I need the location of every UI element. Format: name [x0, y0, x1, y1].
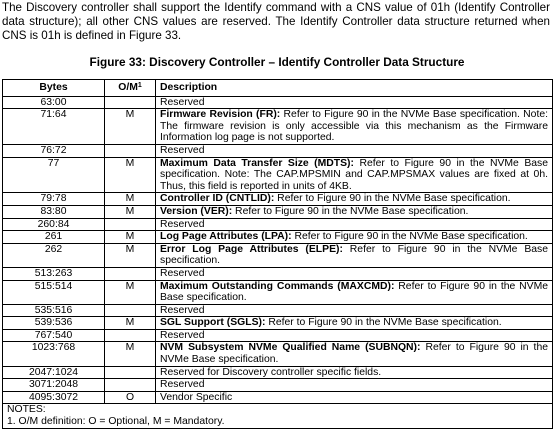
field-name: Maximum Outstanding Commands (MAXCMD):	[160, 280, 395, 292]
table-row	[3, 231, 553, 244]
cell-description	[156, 317, 553, 330]
table-row	[3, 243, 553, 267]
cell-om	[105, 304, 156, 317]
cell-om	[105, 96, 156, 109]
cell-bytes: 79:78	[3, 193, 105, 206]
cell-bytes: 262	[3, 243, 105, 267]
cell-description	[156, 379, 553, 392]
cell-description	[156, 144, 553, 157]
field-text: Reserved	[160, 96, 205, 108]
cell-om	[105, 366, 156, 379]
field-text: Refer to Figure 90 in the NVMe Base specification.	[160, 342, 549, 366]
cell-om: M	[105, 243, 156, 267]
header-description: Description	[156, 80, 553, 97]
cell-bytes: 1023:768	[3, 342, 105, 366]
table-header-row	[3, 80, 553, 97]
table-row	[3, 96, 553, 109]
cell-om: O	[105, 391, 156, 404]
field-name: Log Page Attributes (LPA):	[160, 231, 292, 243]
cell-bytes: 513:263	[3, 267, 105, 280]
intro-paragraph: The Discovery controller shall support the Identify command with a CNS value of 01h (Identify Controller data structure); all other CNS values are reserved. The Identify Controller data structure returned when CNS is 01h is defined in Figure 33.	[2, 1, 550, 42]
notes-title: NOTES:	[7, 404, 46, 416]
cell-description	[156, 96, 553, 109]
cell-om: M	[105, 280, 156, 304]
field-text: Reserved	[160, 379, 205, 391]
field-name: Controller ID (CNTLID):	[160, 193, 275, 205]
field-text: Reserved	[160, 267, 205, 279]
cell-bytes: 83:80	[3, 205, 105, 218]
table-row	[3, 304, 553, 317]
field-name: NVM Subsystem NVMe Qualified Name (SUBNQN):	[160, 342, 421, 354]
field-text: Refer to Figure 90 in the NVMe Base specification. Note: The CAP.MPSMIN and CAP.MPSMAX values are fixed at 0h. Thus, this field is reported in units of 4KB.	[160, 157, 548, 192]
header-bytes: Bytes	[3, 80, 105, 97]
cell-description	[156, 267, 553, 280]
table-body	[3, 96, 553, 428]
note-item: 1. O/M definition: O = Optional, M = Mandatory.	[7, 416, 225, 428]
table-row	[3, 366, 553, 379]
field-text: Reserved	[160, 329, 205, 341]
identify-controller-table	[2, 79, 553, 429]
cell-bytes: 261	[3, 231, 105, 244]
table-row	[3, 329, 553, 342]
cell-bytes: 260:84	[3, 218, 105, 231]
cell-bytes: 4095:3072	[3, 391, 105, 404]
cell-bytes: 76:72	[3, 144, 105, 157]
cell-description	[156, 231, 553, 244]
field-text: Refer to Figure 90 in the NVMe Base specification.	[274, 193, 511, 205]
field-text: Refer to Figure 90 in the NVMe Base specification.	[160, 280, 548, 304]
cell-description	[156, 218, 553, 231]
field-name: Maximum Data Transfer Size (MDTS):	[160, 157, 354, 169]
field-name: Firmware Revision (FR):	[160, 109, 281, 121]
table-row	[3, 144, 553, 157]
cell-bytes: 71:64	[3, 109, 105, 145]
table-row	[3, 280, 553, 304]
cell-om	[105, 144, 156, 157]
field-text: Refer to Figure 90 in the NVMe Base specification.	[291, 231, 528, 243]
cell-description	[156, 304, 553, 317]
cell-bytes: 767:540	[3, 329, 105, 342]
table-row	[3, 193, 553, 206]
table-row	[3, 109, 553, 145]
cell-om	[105, 329, 156, 342]
field-text: Refer to Figure 90 in the NVMe Base specification.	[160, 243, 549, 267]
field-text: Refer to Figure 90 in the NVMe Base specification. Note: The firmware revision is only accessible via this mechanism as the Firmware Information log page is not supported.	[160, 109, 549, 144]
cell-description	[156, 157, 553, 193]
table-row	[3, 205, 553, 218]
cell-bytes: 3071:2048	[3, 379, 105, 392]
cell-om	[105, 267, 156, 280]
table-row	[3, 342, 553, 366]
cell-bytes: 535:516	[3, 304, 105, 317]
table-row	[3, 218, 553, 231]
cell-description	[156, 280, 553, 304]
cell-bytes: 2047:1024	[3, 366, 105, 379]
cell-om: M	[105, 193, 156, 206]
notes-row	[3, 404, 553, 428]
cell-description	[156, 391, 553, 404]
header-om-footnote: 1	[137, 82, 142, 89]
field-text: Refer to Figure 90 in the NVMe Base specification.	[265, 317, 502, 329]
table-row	[3, 267, 553, 280]
field-text: Reserved	[160, 304, 205, 316]
field-text: Refer to Figure 90 in the NVMe Base specification.	[232, 205, 469, 217]
table-row	[3, 157, 553, 193]
field-text: Reserved	[160, 144, 205, 156]
field-text: Reserved for Discovery controller specific fields.	[160, 366, 382, 378]
cell-bytes: 515:514	[3, 280, 105, 304]
table-row	[3, 391, 553, 404]
field-name: SGL Support (SGLS):	[160, 317, 266, 329]
field-name: Error Log Page Attributes (ELPE):	[160, 243, 343, 255]
header-om	[105, 80, 156, 97]
cell-description	[156, 329, 553, 342]
header-om-label: O/M	[118, 82, 138, 93]
field-text: Reserved	[160, 218, 205, 230]
figure-caption: Figure 33: Discovery Controller – Identify Controller Data Structure	[89, 55, 465, 69]
cell-om: M	[105, 231, 156, 244]
cell-bytes: 77	[3, 157, 105, 193]
cell-description	[156, 342, 553, 366]
cell-om: M	[105, 205, 156, 218]
cell-om: M	[105, 157, 156, 193]
cell-om	[105, 218, 156, 231]
cell-om: M	[105, 342, 156, 366]
table-row	[3, 317, 553, 330]
cell-description	[156, 109, 553, 145]
cell-description	[156, 205, 553, 218]
field-name: Version (VER):	[160, 205, 233, 217]
field-text: Vendor Specific	[160, 391, 233, 403]
cell-bytes: 539:536	[3, 317, 105, 330]
cell-om	[105, 379, 156, 392]
cell-om: M	[105, 109, 156, 145]
cell-bytes: 63:00	[3, 96, 105, 109]
notes-cell	[3, 404, 553, 428]
table-row	[3, 379, 553, 392]
cell-description	[156, 193, 553, 206]
cell-description	[156, 366, 553, 379]
cell-om: M	[105, 317, 156, 330]
cell-description	[156, 243, 553, 267]
